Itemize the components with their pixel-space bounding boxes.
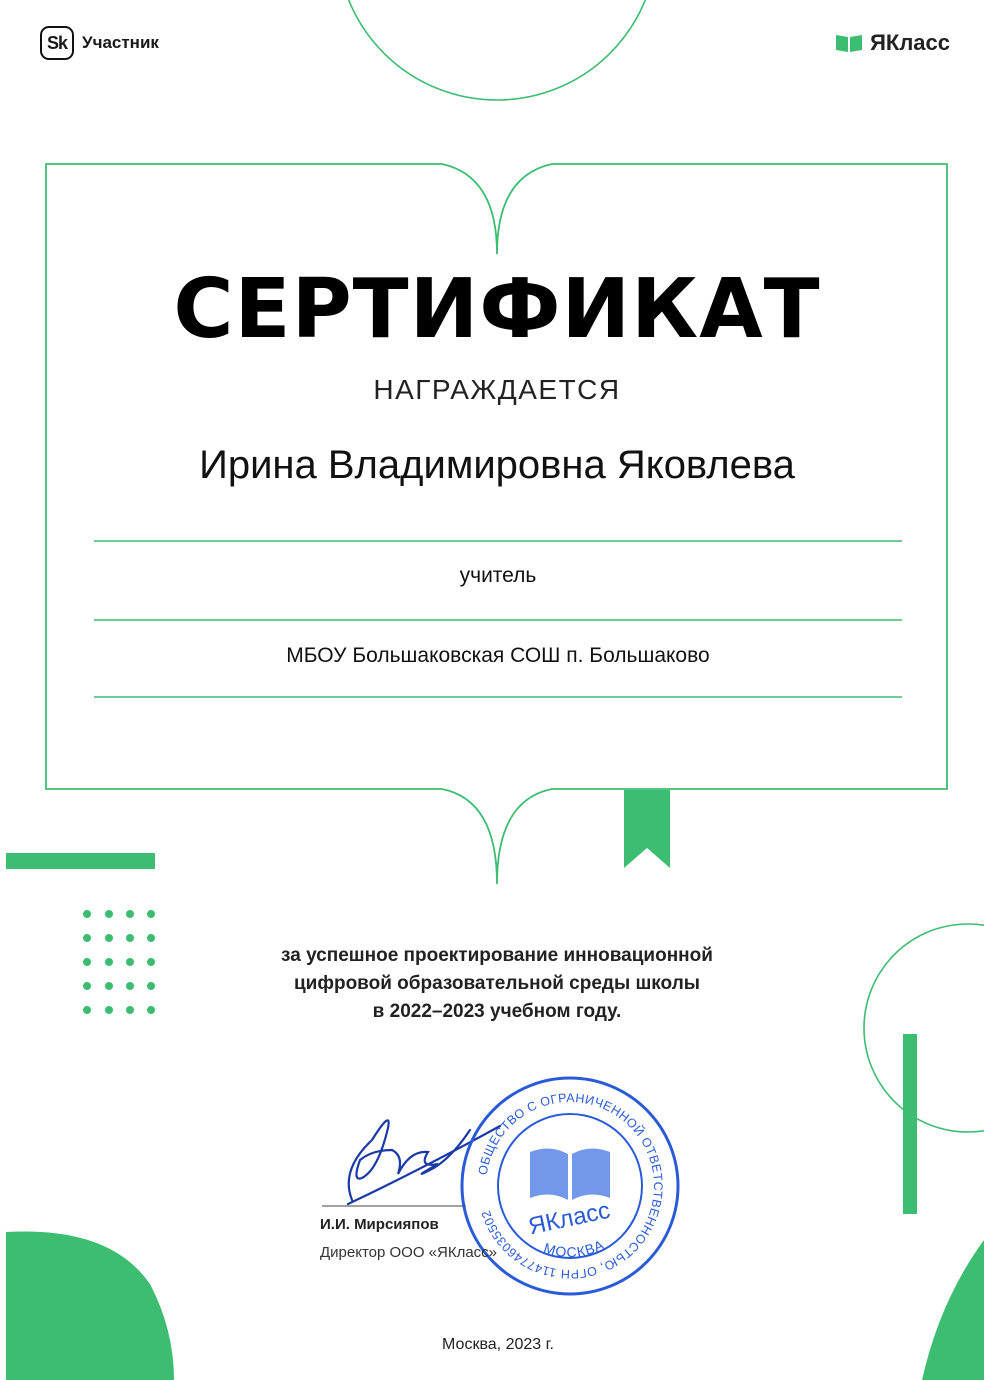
sk-logo-mark: Sk [40,26,74,60]
stamp-book-icon [530,1148,610,1200]
signer-role: Директор ООО «ЯКласс» [320,1244,498,1261]
open-book-icon [835,33,863,53]
bottom-left-blob [6,1231,174,1380]
company-stamp [458,1074,682,1298]
right-vertical-bar [903,1034,917,1214]
award-reason-line: в 2022–2023 учебном году. [372,1001,622,1022]
yaklass-logo [835,30,950,56]
left-green-bar [6,853,155,869]
yaklass-logo-label: ЯКласс [870,30,950,55]
skolkovo-participant-logo [40,26,159,60]
stamp-city-text: МОСКВА [541,1236,607,1261]
place-and-date: Москва, 2023 г. [442,1336,554,1353]
participant-label: Участник [82,33,159,52]
recipient-position: учитель [459,564,537,587]
awarded-label: НАГРАЖДАЕТСЯ [373,374,621,405]
ribbon-bookmark [624,790,670,868]
certificate-title: СЕРТИФИКАТ [173,262,821,357]
bottom-right-shape [922,1240,984,1380]
recipient-name: Ирина Владимировна Яковлева [199,443,795,487]
recipient-organization: МБОУ Большаковская СОШ п. Большаково [286,644,710,667]
dots-grid [83,910,155,1014]
right-circle-outline [864,924,984,1132]
signer-name: И.И. Мирсияпов [320,1216,439,1233]
stamp-ring-text: ОБЩЕСТВО С ОГРАНИЧЕННОЙ ОТВЕТСТВЕННОСТЬЮ, ОГРН 1147746035502 [475,1090,666,1282]
top-circle-arc [337,0,657,100]
award-reason [200,942,794,1026]
award-reason-line: цифровой образовательной среды школы [293,973,700,994]
stamp-center-text: ЯКласс [526,1196,613,1241]
award-reason-line: за успешное проектирование инновационной [281,945,713,966]
